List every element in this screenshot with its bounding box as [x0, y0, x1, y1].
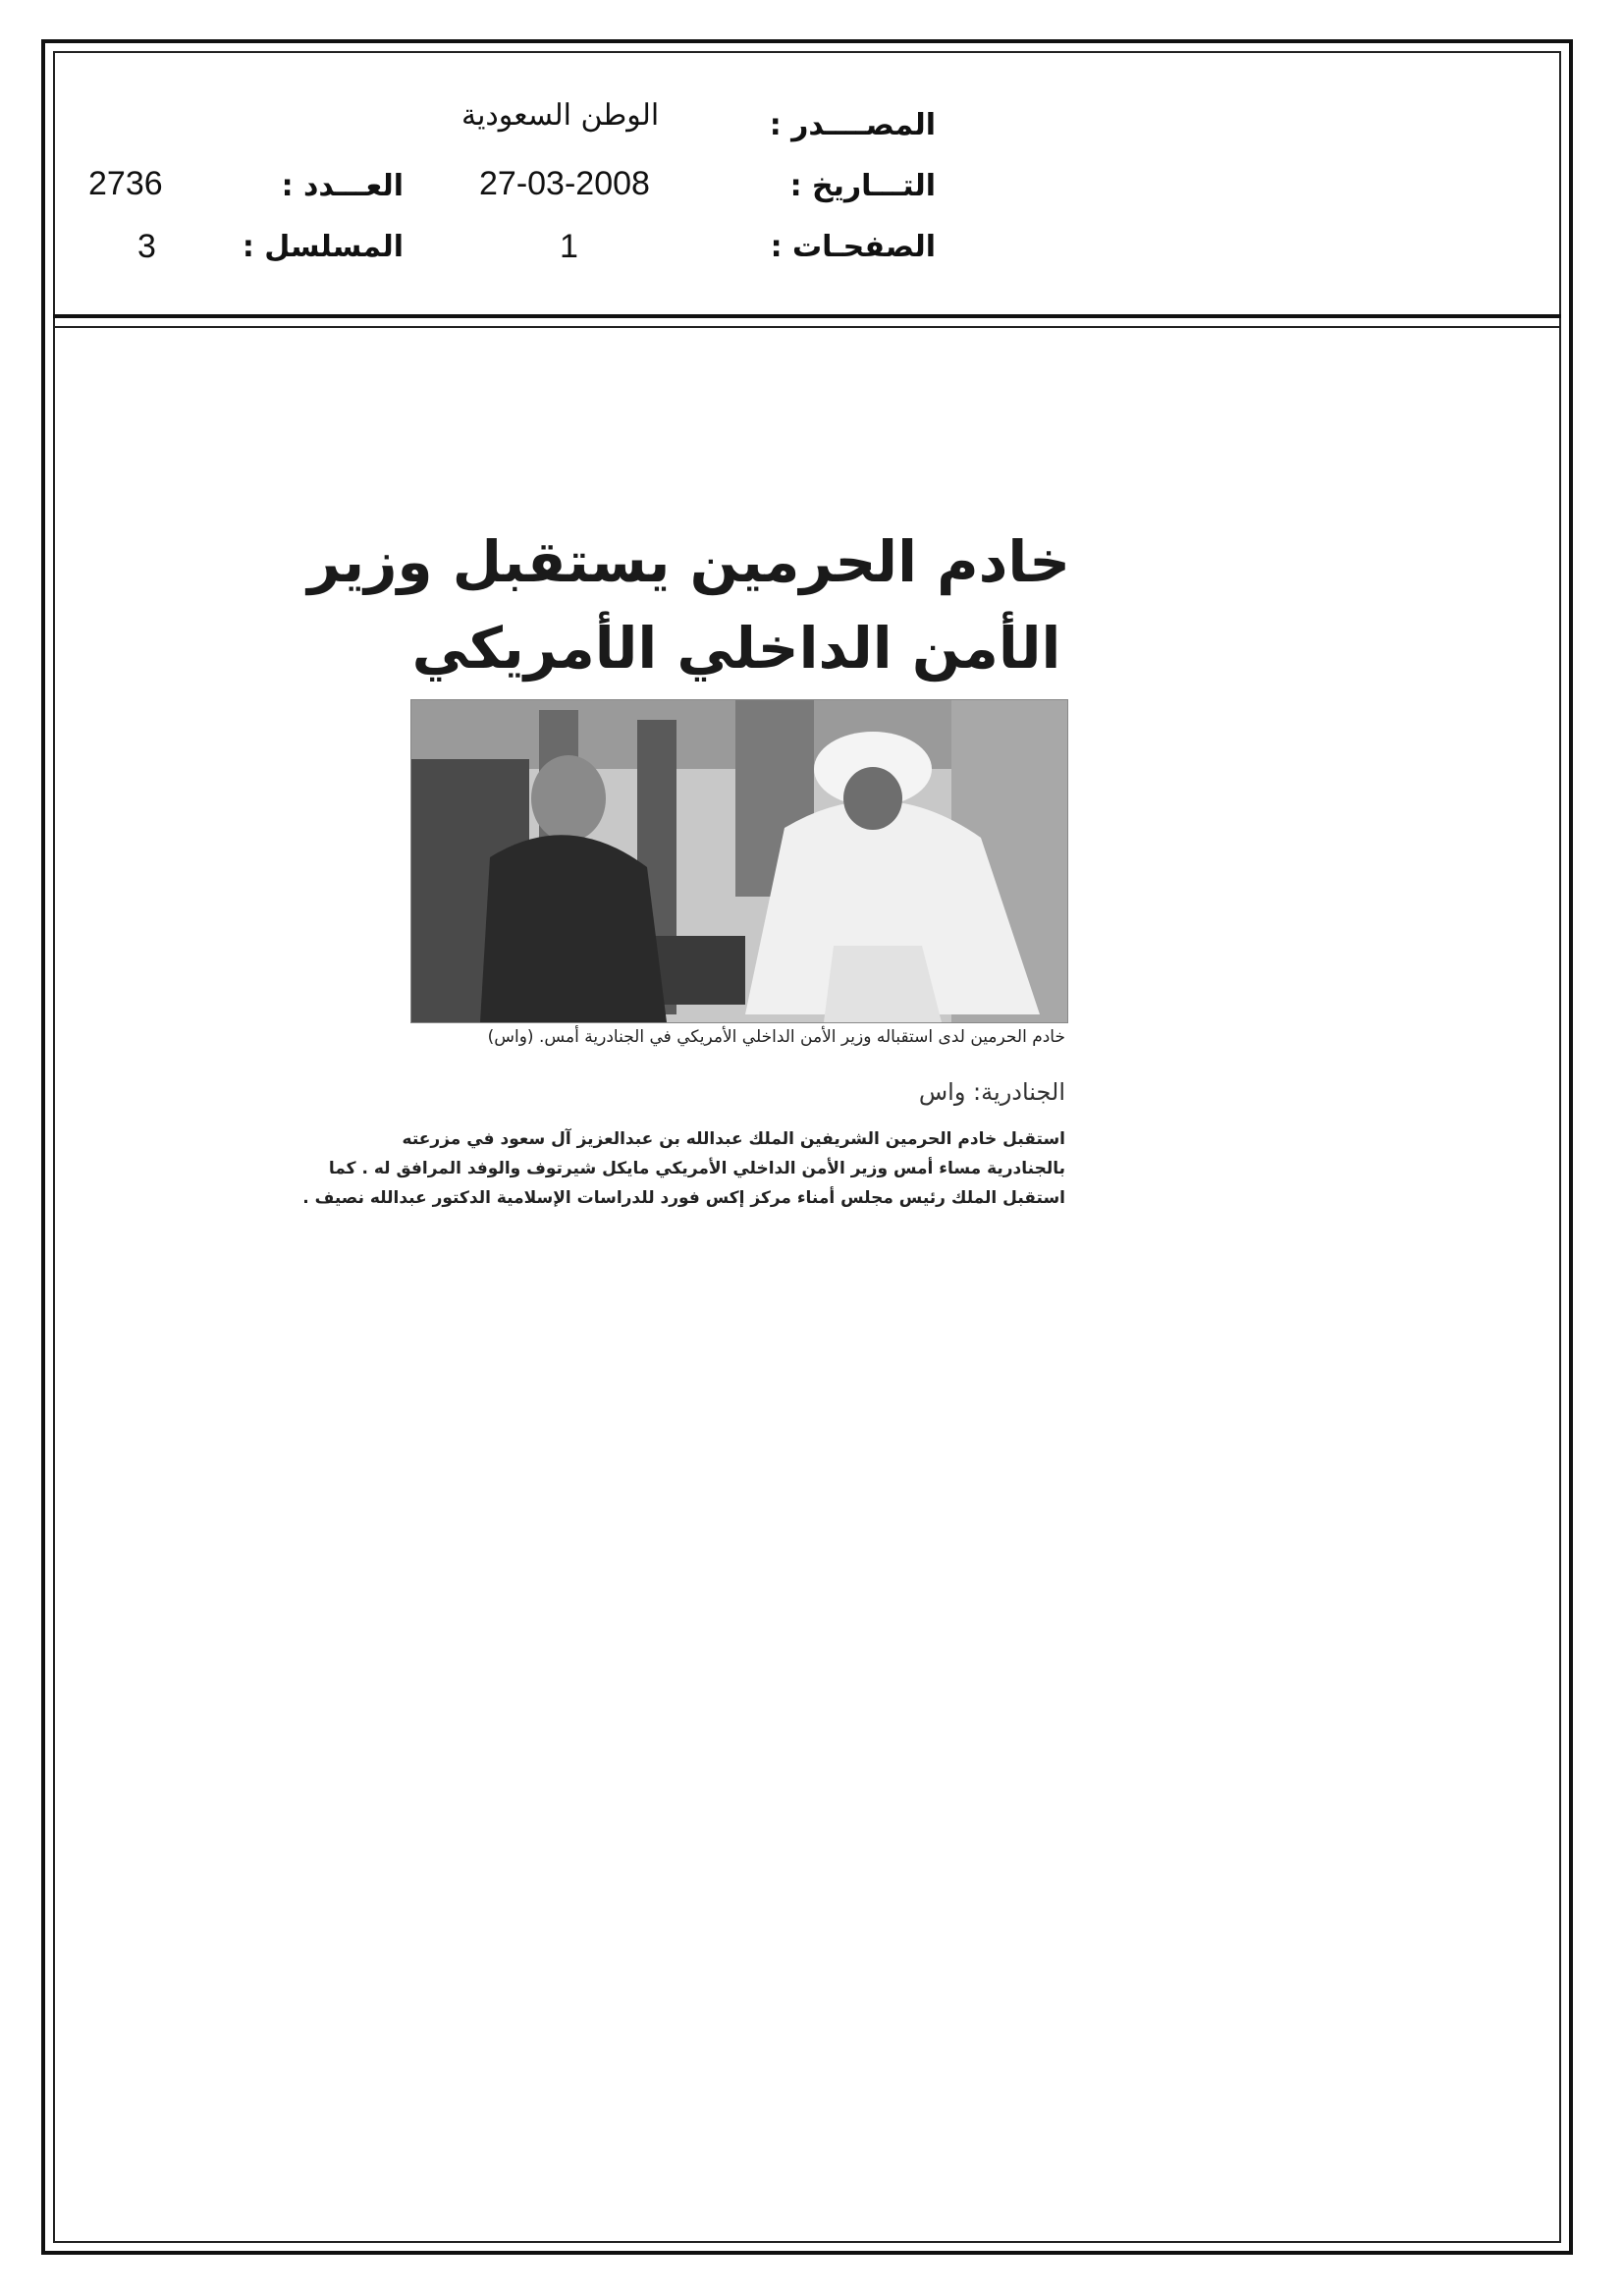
- headline-line-2: الأمن الداخلي الأمريكي: [411, 615, 1061, 682]
- photo-illustration: [411, 700, 1067, 1022]
- article-body-line: بالجنادرية مساء أمس وزير الأمن الداخلي الأمريكي مايكل شيرتوف والوفد المرافق له . كما: [328, 1159, 1065, 1178]
- article-body-line: استقبل الملك رئيس مجلس أمناء مركز إكس فورد للدراسات الإسلامية الدكتور عبدالله نصيف .: [302, 1188, 1065, 1208]
- date-value: 27-03-2008: [479, 165, 650, 202]
- article-dateline: الجنادرية: واس: [918, 1078, 1065, 1106]
- serial-value: 3: [137, 228, 156, 265]
- pages-value: 1: [560, 228, 578, 265]
- serial-label: المسلسل :: [242, 230, 404, 264]
- issue-label: العـــدد :: [281, 169, 404, 203]
- header-divider: [53, 314, 1561, 318]
- news-photo: [410, 699, 1068, 1023]
- source-label: المصــــدر :: [769, 108, 936, 142]
- source-value: الوطن السعودية: [461, 98, 660, 133]
- issue-value: 2736: [88, 165, 163, 202]
- headline-line-1: خادم الحرمين يستقبل وزير: [307, 528, 1070, 595]
- pages-label: الصفحـات :: [770, 230, 936, 264]
- photo-caption: خادم الحرمين لدى استقباله وزير الأمن الداخلي الأمريكي في الجنادرية أمس. (واس): [487, 1027, 1065, 1047]
- date-label: التـــاريخ :: [789, 169, 936, 203]
- article-body-line: استقبل خادم الحرمين الشريفين الملك عبدالله بن عبدالعزيز آل سعود في مزرعته: [402, 1129, 1065, 1149]
- header-divider-thin: [53, 326, 1561, 328]
